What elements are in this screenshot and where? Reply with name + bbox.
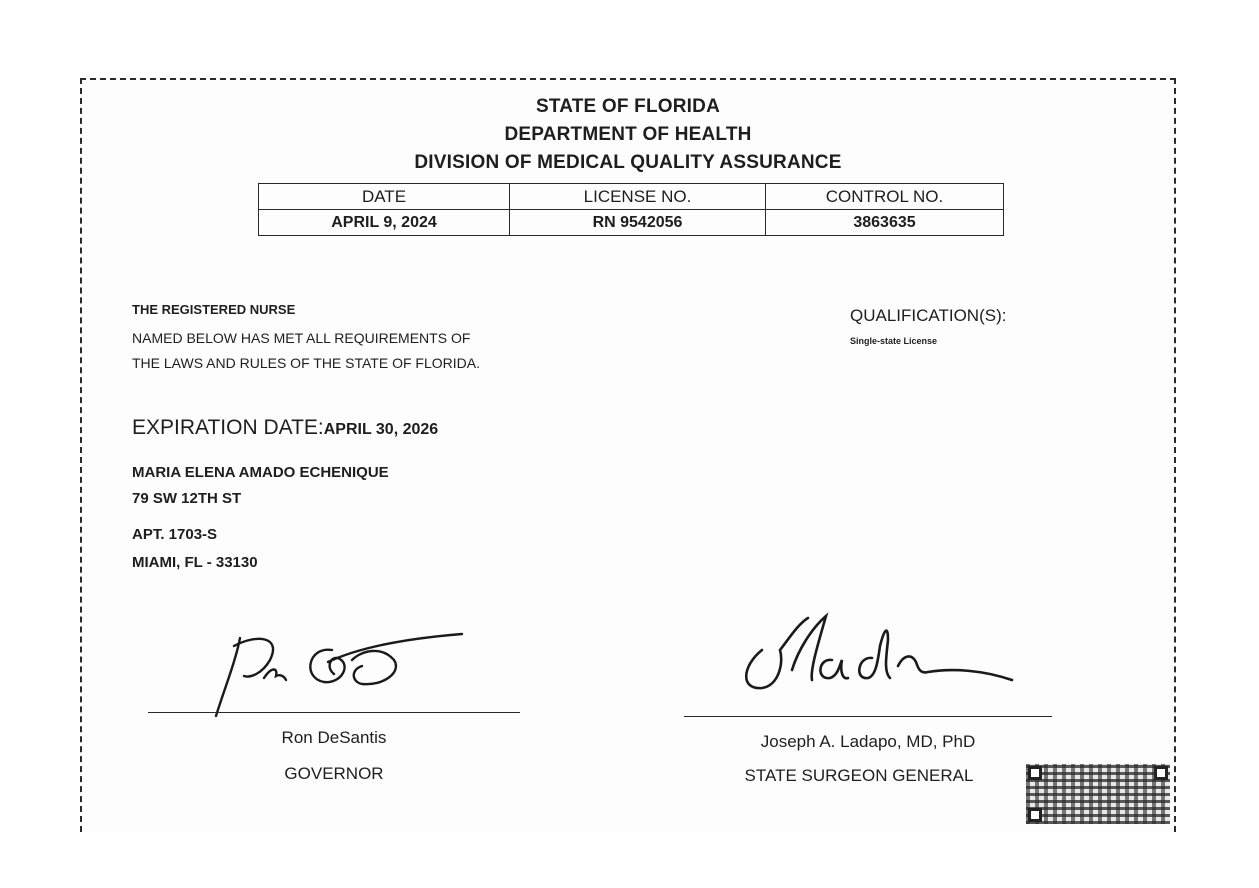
control-no-value: 3863635 (766, 210, 1004, 236)
qr-finder-bottom-left (1028, 808, 1042, 822)
date-value: APRIL 9, 2024 (259, 210, 510, 236)
statement-line-2: THE LAWS AND RULES OF THE STATE OF FLORIDA. (132, 355, 480, 371)
licensee-street: 79 SW 12TH ST (132, 490, 242, 507)
qualifications-label: QUALIFICATION(S): (850, 306, 1007, 325)
licensee-apt: APT. 1703-S (132, 526, 218, 543)
expiration-label: EXPIRATION DATE: (132, 416, 324, 439)
license-no-value: RN 9542056 (510, 210, 766, 236)
signature-line-right (684, 716, 1052, 717)
surgeon-general-title: STATE SURGEON GENERAL (744, 766, 974, 785)
signature-left-icon (212, 620, 472, 720)
header-department: DEPARTMENT OF HEALTH (504, 124, 752, 145)
statement-line-1: NAMED BELOW HAS MET ALL REQUIREMENTS OF (132, 330, 471, 346)
licensee-name: MARIA ELENA AMADO ECHENIQUE (132, 464, 389, 481)
qualifications-value: Single-state License (850, 336, 938, 346)
registered-nurse-title: THE REGISTERED NURSE (132, 302, 296, 317)
license-table-header-row (259, 184, 1004, 210)
signature-line-left (148, 712, 520, 713)
qr-code-icon (1026, 764, 1170, 824)
header-state: STATE OF FLORIDA (535, 96, 721, 117)
signature-right-icon (722, 610, 1022, 710)
governor-name: Ron DeSantis (281, 728, 387, 747)
surgeon-general-name: Joseph A. Ladapo, MD, PhD (760, 732, 976, 751)
qr-finder-top-right (1154, 766, 1168, 780)
date-header: DATE (259, 184, 510, 210)
governor-title: GOVERNOR (284, 764, 384, 783)
licensee-city: MIAMI, FL - 33130 (132, 554, 258, 571)
expiration-row (132, 416, 438, 440)
license-no-header: LICENSE NO. (510, 184, 766, 210)
expiration-value: APRIL 30, 2026 (323, 421, 439, 438)
license-table (258, 183, 1004, 236)
header-division: DIVISION OF MEDICAL QUALITY ASSURANCE (414, 152, 842, 173)
qr-finder-top-left (1028, 766, 1042, 780)
license-table-value-row (259, 210, 1004, 236)
control-no-header: CONTROL NO. (766, 184, 1004, 210)
license-card (80, 78, 1176, 832)
